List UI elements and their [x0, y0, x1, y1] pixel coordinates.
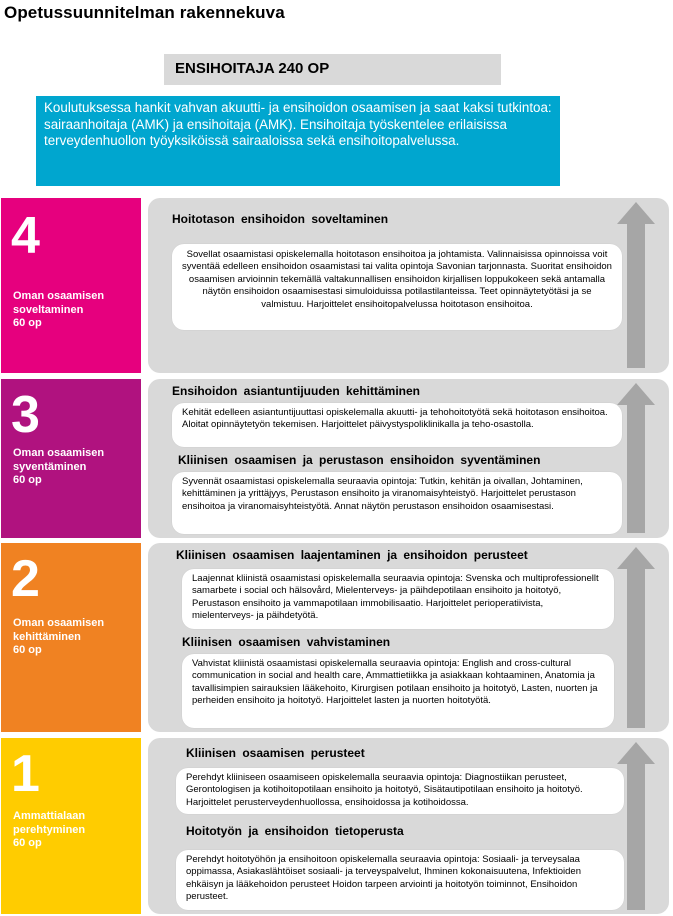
progress-arrow-icon — [623, 547, 649, 728]
section-title: Hoitotason ensihoidon soveltaminen — [172, 212, 389, 226]
level-name — [13, 810, 133, 851]
level-4-block — [1, 198, 141, 373]
level-name-text: Oman osaamisen kehittäminen — [13, 617, 105, 643]
level-number: 3 — [11, 386, 40, 444]
section-description: Kehität edelleen asiantuntijuuttasi opiskelemalla akuutti- ja tehohoitotyötä sekä hoitotason ensihoitoa. Aloitat opinnäytetyön tekemisen. Harjoittelet päivystyspoliklinikalla ja teho-osastolla. — [172, 403, 622, 447]
section-title: Kliinisen osaamisen vahvistaminen — [182, 635, 391, 649]
level-name — [13, 617, 133, 658]
level-1-panel — [148, 738, 669, 914]
level-credits: 60 op — [13, 644, 42, 656]
level-number: 2 — [11, 550, 40, 608]
program-title: ENSIHOITAJA 240 OP — [175, 60, 330, 77]
level-credits: 60 op — [13, 474, 42, 486]
level-credits: 60 op — [13, 837, 42, 849]
section-description: Sovellat osaamistasi opiskelemalla hoitotason ensihoitoa ja johtamista. Valinnaisissa opinnoissa voit syventää edelleen ensihoidon osaamistasi tai valita opintoja Savonian tarjonnasta. Suoritat ensihoidon osaamisen arvioinnin tekemällä valtakunnallisen ensihoidon kirjallisen loppukokeen sekä antamalla näytön ensihoidon osaamisestasi simuloiduissa potilastilanteissa. Teet opinnäytetyötäsi ja se valmistuu. Harjoittelet ensihoitopalvelussa hoitotason ensihoitoa. — [172, 244, 622, 330]
section-title: Ensihoidon asiantuntijuuden kehittäminen — [172, 384, 421, 398]
section-title: Kliinisen osaamisen ja perustason ensihoidon syventäminen — [178, 453, 541, 467]
program-title-box — [164, 54, 501, 85]
level-number: 4 — [11, 207, 40, 265]
section-description: Perehdyt hoitotyöhön ja ensihoitoon opiskelemalla seuraavia opintoja: Sosiaali- ja terveysalaa oppimassa, Asiakaslähtöiset sosiaali- ja terveyspalvelut, Ihminen kokonaisuutena, Infektioiden ehkäisyn ja lääkehoidon perusteet Hoidon tarpeen arviointi ja hoitotyön toiminnot, Ensihoidon perusteet. — [176, 850, 624, 910]
level-name-text: Oman osaamisen syventäminen — [13, 447, 105, 473]
level-name-text: Ammattialaan perehtyminen — [13, 810, 86, 836]
section-title: Hoitotyön ja ensihoidon tietoperusta — [186, 824, 404, 838]
progress-arrow-icon — [623, 742, 649, 910]
level-4-panel — [148, 198, 669, 373]
level-number: 1 — [11, 745, 40, 803]
intro-text: Koulutuksessa hankit vahvan akuutti- ja ensihoidon osaamisen ja saat kaksi tutkintoa: sairaanhoitaja (AMK) ja ensihoitaja (AMK). Ensihoitaja työskentelee erilaisissa terveydenhuollon työyksiköissä sairaaloissa sekä ensihoitopalvelussa. — [36, 96, 560, 186]
section-title: Kliinisen osaamisen perusteet — [186, 746, 365, 760]
page-title: Opetussuunnitelman rakennekuva — [4, 3, 285, 22]
level-1-block — [1, 738, 141, 914]
section-description: Perehdyt kliiniseen osaamiseen opiskelemalla seuraavia opintoja: Diagnostiikan perusteet, Gerontologisen ja kotihoitopotilaan ensihoito ja hoitotyö, Sisätautipotilaan ensihoito ja hoitotyö. Harjoittelet perusterveydenhuollossa, ensihoidossa ja kotihoidossa. — [176, 768, 624, 814]
level-2-block — [1, 543, 141, 732]
progress-arrow-icon — [623, 202, 649, 368]
level-3-panel — [148, 379, 669, 538]
level-name-text: Oman osaamisen soveltaminen — [13, 290, 105, 316]
level-credits: 60 op — [13, 317, 42, 329]
section-description: Vahvistat kliinistä osaamistasi opiskelemalla seuraavia opintoja: English and cross-cultural communication in social and health care, Ammattietiikka ja asiakkaan kohtaaminen, Anatomia ja tavallisimpien sairauksien lääkehoito, Kirurgisen potilaan ensihoito ja hoitotyö, Lasten, nuorten ja perheiden ensihoito ja hoitotyö. Harjoittelet lasten ja nuorten hoitotyötä. — [182, 654, 614, 728]
level-3-block — [1, 379, 141, 538]
section-description: Syvennät osaamistasi opiskelemalla seuraavia opintoja: Tutkin, kehitän ja oivallan, Johtaminen, kehittäminen ja yrittäjyys, Perustason ensihoito ja viranomaisyhteistyö. Harjoittelet perustason ensihoitoa ja viranomaisyhteistyötä. Annat näytön perustason ensihoidon osaamisestasi. — [172, 472, 622, 534]
progress-arrow-icon — [623, 383, 649, 533]
level-2-panel — [148, 543, 669, 732]
section-title: Kliinisen osaamisen laajentaminen ja ensihoidon perusteet — [176, 548, 528, 562]
level-name — [13, 290, 133, 331]
level-name — [13, 447, 133, 488]
section-description: Laajennat kliinistä osaamistasi opiskelemalla seuraavia opintoja: Svenska och multiprofessionellt samarbete i social och hälsovård, Mielenterveys- ja päihdepotilaan ensihoito ja hoitotyö, Perustason ensihoito ja vammapotilaan immobilisaatio. Harjoittelet perioperatiivista, mielenterveys- ja päihdetyötä. — [182, 569, 614, 629]
